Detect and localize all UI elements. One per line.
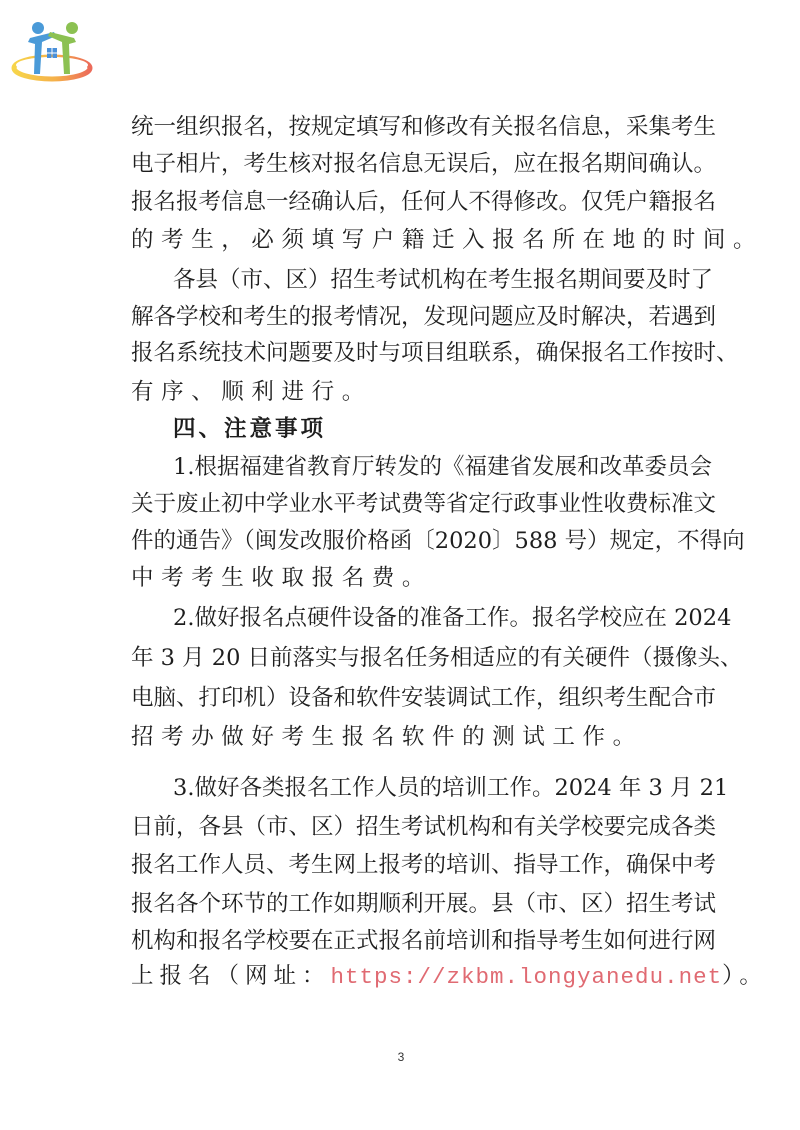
paragraph-line: 的考生，必须填写户籍迁入报名所在地的时间。 bbox=[131, 227, 764, 253]
paragraph-line: 解各学校和考生的报考情况，发现问题应及时解决，若遇到 bbox=[131, 304, 717, 330]
item-3-last-line bbox=[131, 961, 768, 991]
page-number: 3 bbox=[397, 1050, 405, 1064]
item-3-line: 报名各个环节的工作如期顺利开展。县（市、区）招生考试 bbox=[131, 891, 717, 917]
url-prefix: 上报名（网址： bbox=[131, 963, 331, 989]
paragraph-line: 报名报考信息一经确认后，任何人不得修改。仅凭户籍报名 bbox=[131, 189, 717, 215]
item-3-line: 日前，各县（市、区）招生考试机构和有关学校要完成各类 bbox=[131, 814, 717, 840]
item-3-line: 3.做好各类报名工作人员的培训工作。2024 年 3 月 21 bbox=[173, 775, 729, 801]
item-2-line: 招考办做好考生报名软件的测试工作。 bbox=[131, 724, 643, 750]
item-3-line: 报名工作人员、考生网上报考的培训、指导工作，确保中考 bbox=[131, 852, 717, 878]
item-1-line: 中考考生收取报名费。 bbox=[131, 565, 433, 591]
item-2-line: 年 3 月 20 日前落实与报名任务相适应的有关硬件（摄像头、 bbox=[131, 645, 743, 671]
registration-url-link[interactable]: https://zkbm.longyanedu.net bbox=[330, 964, 723, 990]
logo-graphic-icon bbox=[10, 18, 94, 84]
url-suffix: ）。 bbox=[722, 963, 768, 989]
paragraph-line: 报名系统技术问题要及时与项目组联系，确保报名工作按时、 bbox=[131, 340, 739, 366]
paragraph-line: 统一组织报名，按规定填写和修改有关报名信息，采集考生 bbox=[131, 114, 717, 140]
item-2-line: 电脑、打印机）设备和软件安装调试工作，组织考生配合市 bbox=[131, 685, 717, 711]
item-3-line: 机构和报名学校要在正式报名前培训和指导考生如何进行网 bbox=[131, 928, 717, 954]
item-2-line: 2.做好报名点硬件设备的准备工作。报名学校应在 2024 bbox=[173, 605, 732, 631]
education-house-logo bbox=[10, 18, 94, 84]
paragraph-line: 各县（市、区）招生考试机构在考生报名期间要及时了 bbox=[173, 267, 714, 293]
paragraph-line: 有序、顺利进行。 bbox=[131, 379, 372, 405]
paragraph-line: 电子相片，考生核对报名信息无误后，应在报名期间确认。 bbox=[131, 151, 717, 177]
item-1-line: 1.根据福建省教育厅转发的《福建省发展和改革委员会 bbox=[173, 454, 712, 480]
item-1-line: 件的通告》（闽发改服价格函〔2020〕588 号）规定，不得向 bbox=[131, 528, 745, 554]
section-heading: 四、注意事项 bbox=[173, 416, 327, 442]
item-1-line: 关于废止初中学业水平考试费等省定行政事业性收费标准文 bbox=[131, 491, 717, 517]
